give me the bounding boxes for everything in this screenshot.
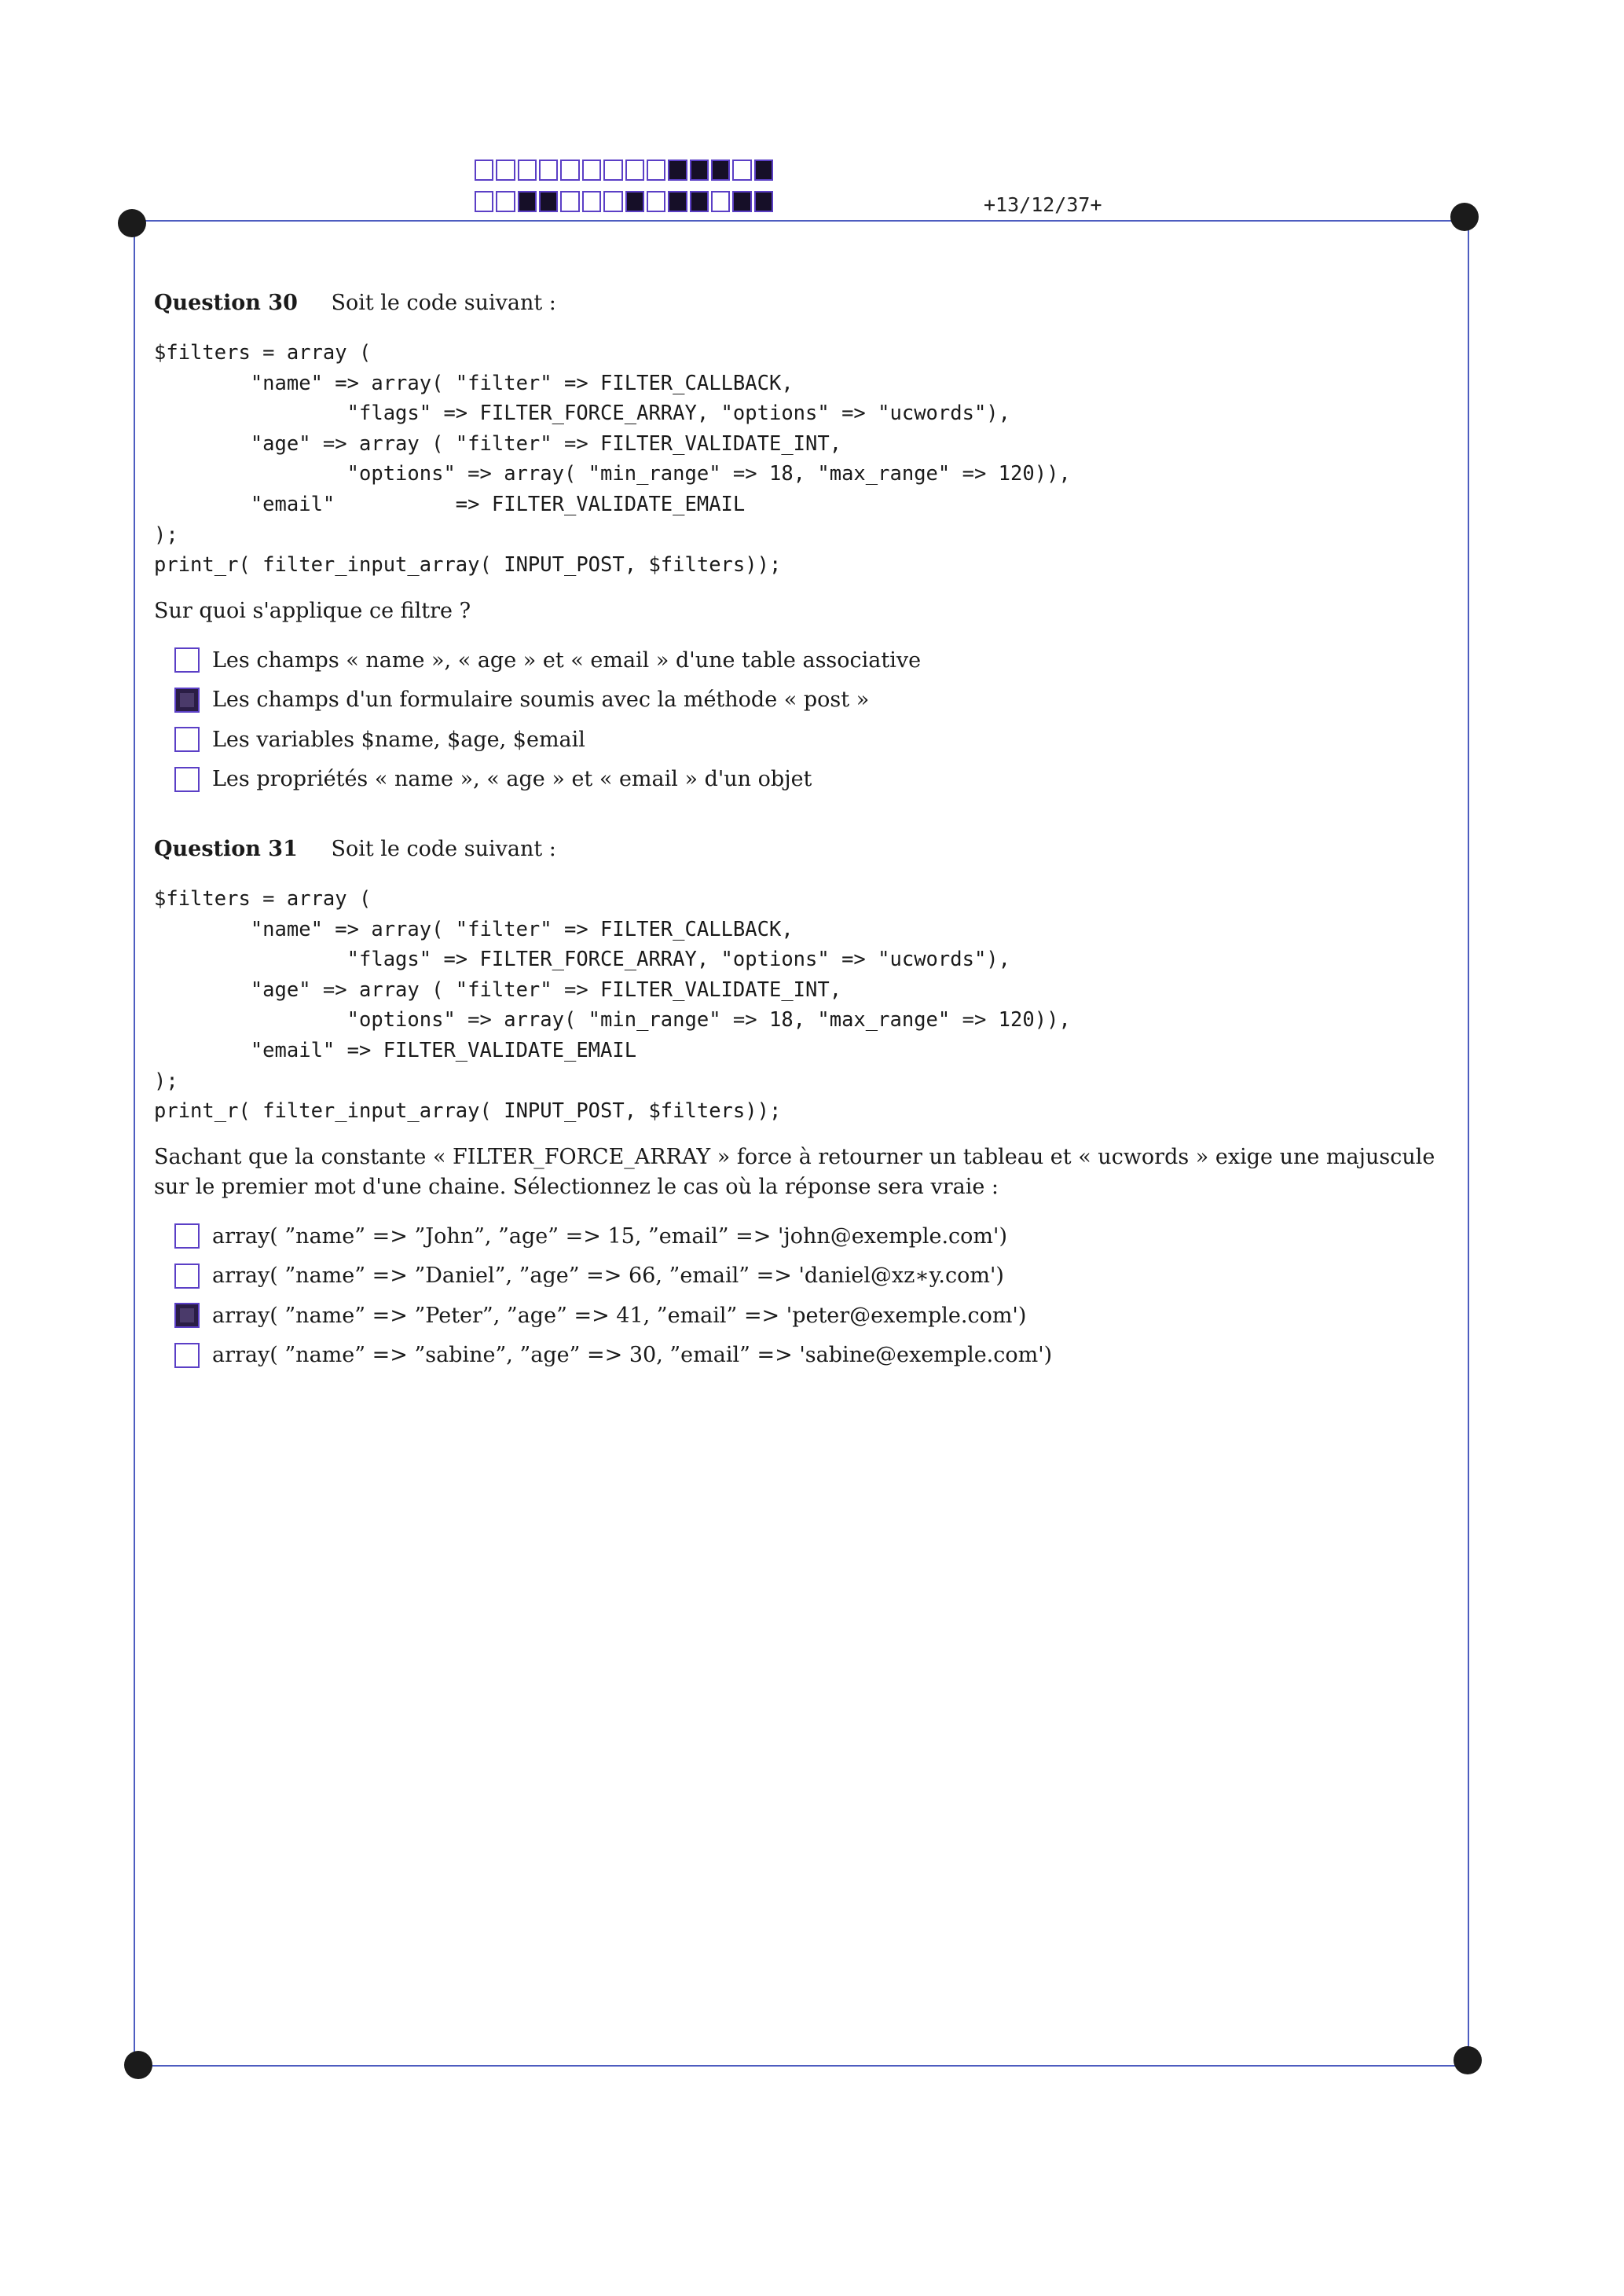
code-row <box>475 191 773 215</box>
code-cell <box>625 191 644 212</box>
answer-label: array( ”name” => ”Peter”, ”age” => 41, ”email” => 'peter@exemple.com') <box>212 1303 1027 1328</box>
code-snippet: $filters = array ( "name" => array( "filter" => FILTER_CALLBACK, "flags" => FILTER_FORCE_ARRAY, "options" => "ucwords"), "age" => array ( "filter" => FILTER_VALIDATE_INT, "options" => array( "min_range" => 18, "max_range" => 120)), "email" => FILTER_VALIDATE_EMAIL ); print_r( filter_input_array( INPUT_POST, $filters)); <box>154 341 1071 578</box>
code-cell <box>582 191 601 212</box>
code-cell <box>475 160 493 181</box>
code-cell <box>475 191 493 212</box>
answer-checkbox[interactable] <box>174 767 200 792</box>
code-cell <box>496 191 515 212</box>
code-cell <box>647 191 665 212</box>
answer-label: Les variables $name, $age, $email <box>212 727 585 752</box>
code-cell <box>711 160 730 181</box>
answer-label: array( ”name” => ”John”, ”age” => 15, ”email” => 'john@exemple.com') <box>212 1223 1007 1249</box>
question-30 <box>154 289 1458 799</box>
answer-checkbox[interactable] <box>174 1343 200 1368</box>
answer-list <box>154 640 1458 799</box>
question-header <box>154 289 1458 317</box>
code-cell <box>754 160 773 181</box>
answer-label: Les champs « name », « age » et « email » d'une table associative <box>212 647 922 673</box>
question-number: Question 31 <box>154 837 298 861</box>
code-cell <box>496 160 515 181</box>
answer-label: array( ”name” => ”sabine”, ”age” => 30, ”email” => 'sabine@exemple.com') <box>212 1343 1053 1367</box>
answer-option[interactable] <box>174 1296 1458 1336</box>
registration-mark-bottom-right <box>1454 2046 1482 2074</box>
code-cell <box>647 160 665 181</box>
code-cell <box>603 191 622 212</box>
code-cell <box>690 160 709 181</box>
code-cell <box>518 160 537 181</box>
code-cell <box>732 191 751 212</box>
page-identification-code <box>475 160 773 222</box>
code-cell <box>732 160 751 181</box>
answer-option[interactable] <box>174 759 1458 799</box>
answer-option[interactable] <box>174 680 1458 720</box>
question-prompt: Sur quoi s'applique ce filtre ? <box>154 598 471 623</box>
code-cell <box>625 160 644 181</box>
answer-option[interactable] <box>174 1335 1458 1375</box>
question-31 <box>154 835 1458 1375</box>
page-id: +13/12/37+ <box>984 193 1102 216</box>
question-prompt: Sachant que la constante « FILTER_FORCE_ARRAY » force à retourner un tableau et « ucwords » exige une majuscule sur le premier mot d'une chaine. Sélectionnez le cas où la réponse sera vraie : <box>154 1144 1435 1199</box>
answer-label: Les champs d'un formulaire soumis avec la méthode « post » <box>212 688 870 712</box>
code-cell <box>582 160 601 181</box>
answer-checkbox[interactable] <box>174 688 200 713</box>
answer-checkbox[interactable] <box>174 647 200 673</box>
answer-checkbox[interactable] <box>174 1223 200 1249</box>
answer-option[interactable] <box>174 1256 1458 1296</box>
answer-label: Les propriétés « name », « age » et « email » d'un objet <box>212 767 812 791</box>
code-cell <box>539 160 558 181</box>
code-cell <box>518 191 537 212</box>
code-cell <box>668 160 687 181</box>
code-cell <box>754 191 773 212</box>
answer-checkbox[interactable] <box>174 727 200 752</box>
answer-option[interactable] <box>174 720 1458 760</box>
answer-checkbox[interactable] <box>174 1303 200 1328</box>
question-intro: Soit le code suivant : <box>331 291 556 315</box>
question-number: Question 30 <box>154 291 298 315</box>
answer-option[interactable] <box>174 640 1458 680</box>
code-row <box>475 160 773 183</box>
code-cell <box>603 160 622 181</box>
code-cell <box>668 191 687 212</box>
answer-checkbox[interactable] <box>174 1264 200 1289</box>
registration-mark-top-right <box>1450 203 1479 231</box>
question-intro: Soit le code suivant : <box>331 837 556 861</box>
code-cell <box>711 191 730 212</box>
code-cell <box>560 191 579 212</box>
code-snippet: $filters = array ( "name" => array( "filter" => FILTER_CALLBACK, "flags" => FILTER_FORCE_ARRAY, "options" => "ucwords"), "age" => array ( "filter" => FILTER_VALIDATE_INT, "options" => array( "min_range" => 18, "max_range" => 120)), "email" => FILTER_VALIDATE_EMAIL ); print_r( filter_input_array( INPUT_POST, $filters)); <box>154 887 1071 1124</box>
answer-label: array( ”name” => ”Daniel”, ”age” => 66, ”email” => 'daniel@xz∗y.com') <box>212 1264 1004 1288</box>
answer-option[interactable] <box>174 1216 1458 1256</box>
code-cell <box>539 191 558 212</box>
answer-list <box>154 1216 1458 1375</box>
registration-mark-bottom-left <box>124 2051 152 2079</box>
registration-mark-top-left <box>118 209 146 237</box>
code-cell <box>690 191 709 212</box>
question-header <box>154 835 1458 864</box>
code-cell <box>560 160 579 181</box>
